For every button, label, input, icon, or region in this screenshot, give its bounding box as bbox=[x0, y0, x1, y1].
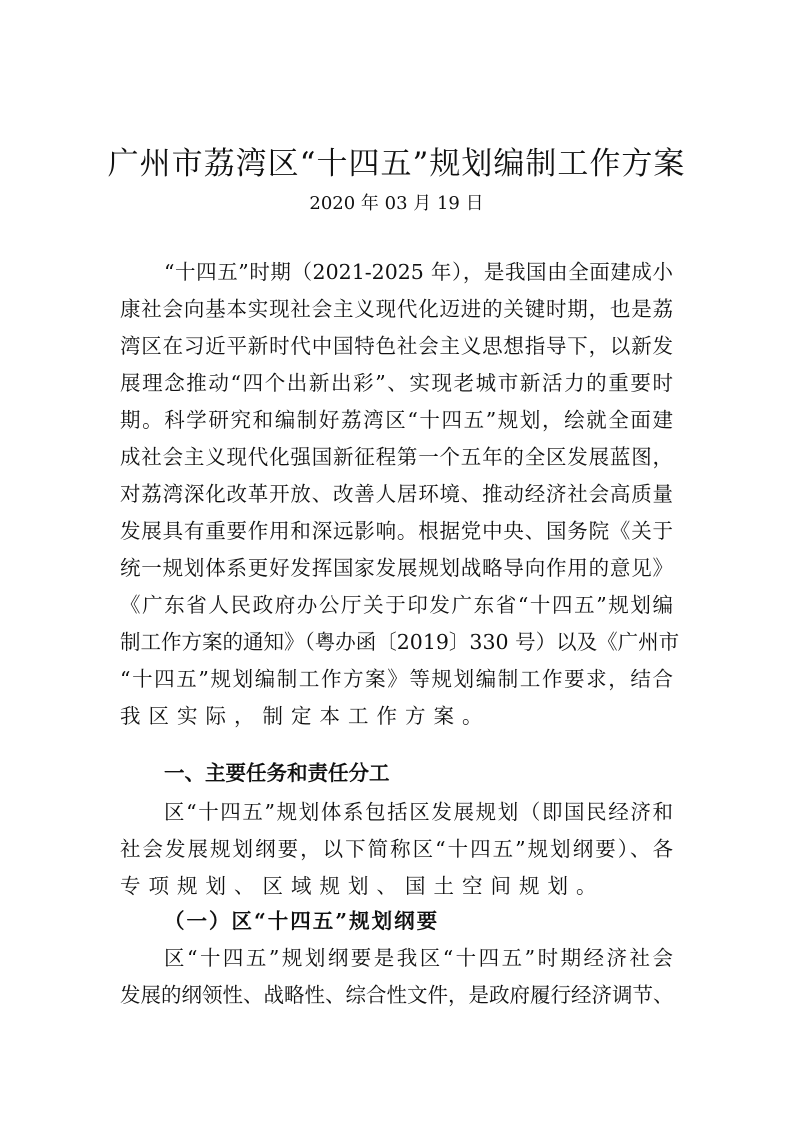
text-line: 康社会向基本实现社会主义现代化迈进的关键时期，也是荔 bbox=[120, 297, 673, 321]
text-line: 对荔湾深化改革开放、改善人居环境、推动经济社会高质量 bbox=[120, 482, 673, 506]
text-line: 发展具有重要作用和深远影响。根据党中央、国务院《关于 bbox=[120, 519, 673, 543]
section-heading: 一、主要任务和责任分工 bbox=[164, 761, 390, 785]
text-line: 成社会主义现代化强国新征程第一个五年的全区发展蓝图， bbox=[120, 445, 673, 469]
text-line: 《广东省人民政府办公厅关于印发广东省“十四五”规划编 bbox=[120, 593, 673, 617]
text-line: 期。科学研究和编制好荔湾区“十四五”规划，绘就全面建 bbox=[120, 408, 673, 432]
text-line: 统一规划体系更好发挥国家发展规划战略导向作用的意见》 bbox=[120, 556, 673, 580]
text-line: 制工作方案的通知》（粤办函〔2019〕330 号）以及《广州市 bbox=[120, 630, 680, 654]
text-line: “十四五”时期（2021-2025 年），是我国由全面建成小 bbox=[164, 260, 673, 284]
text-line: 发展的纲领性、战略性、综合性文件，是政府履行经济调节、 bbox=[120, 983, 674, 1007]
text-line: 我区实际，制定本工作方案。 bbox=[120, 704, 491, 728]
text-line: 专项规划、区域规划、国土空间规划。 bbox=[120, 874, 605, 898]
text-line: 区“十四五”规划纲要是我区“十四五”时期经济社会 bbox=[164, 946, 673, 970]
text-line: 区“十四五”规划体系包括区发展规划（即国民经济和 bbox=[164, 800, 673, 824]
document-title: 广州市荔湾区“十四五”规划编制工作方案 bbox=[107, 146, 686, 182]
document-date: 2020 年 03 月 19 日 bbox=[309, 193, 484, 214]
text-line: 湾区在习近平新时代中国特色社会主义思想指导下，以新发 bbox=[120, 334, 673, 358]
text-line: 展理念推动“四个出新出彩”、实现老城市新活力的重要时 bbox=[120, 371, 673, 395]
subsection-heading: （一）区“十四五”规划纲要 bbox=[164, 909, 440, 933]
text-line: 社会发展规划纲要，以下简称区“十四五”规划纲要）、各 bbox=[120, 837, 673, 861]
text-line: “十四五”规划编制工作方案》等规划编制工作要求，结合 bbox=[120, 667, 673, 691]
